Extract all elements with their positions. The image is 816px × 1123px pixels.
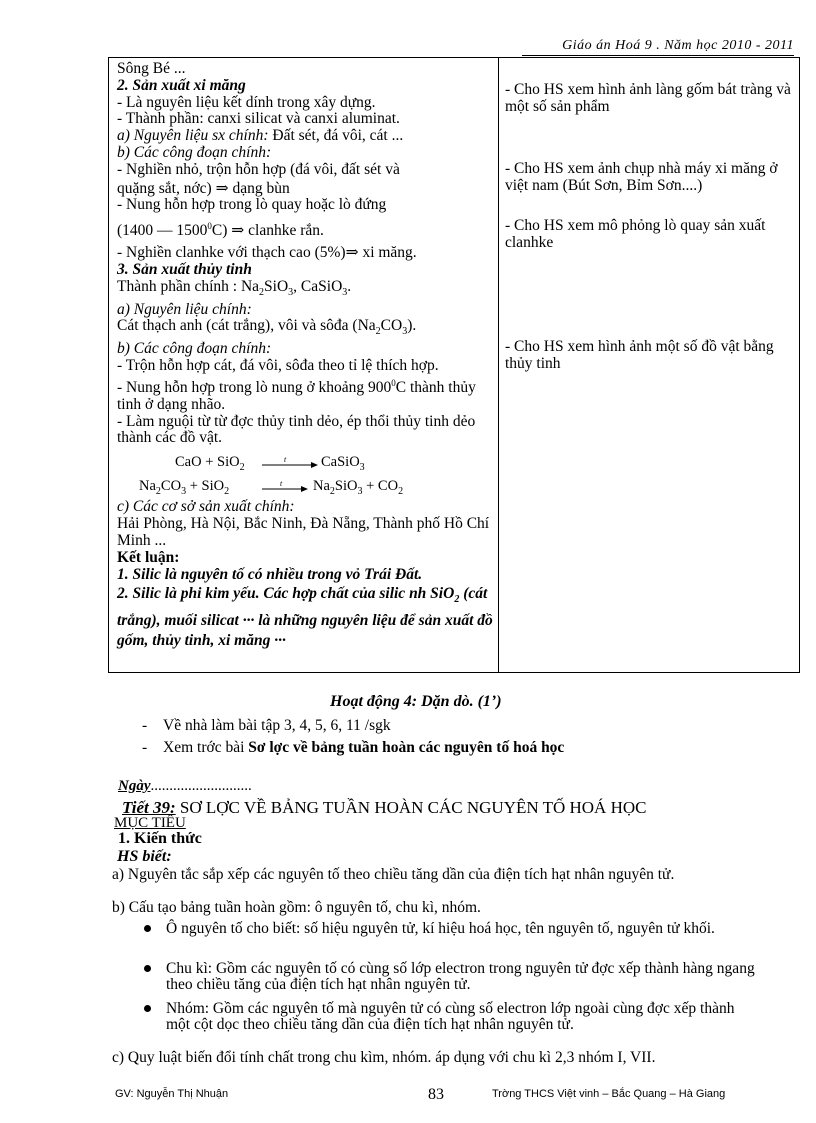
bullet-item: Ô nguyên tố cho biết: số hiệu nguyên tử, kí hiệu hoá học, tên nguyên tố, nguyên tử khối.: [166, 921, 762, 937]
text-line: [117, 181, 495, 198]
equation-2: [117, 475, 495, 499]
text-line: - Nung hỗn hợp trong lò quay hoặc lò đứng: [117, 196, 387, 214]
text-line: - Là nguyên liệu kết dính trong xây dựng.: [117, 93, 376, 111]
objective-a: a) Nguyên tắc sắp xếp các nguyên tố theo chiều tăng dần của điện tích hạt nhân nguyên tử.: [112, 866, 675, 883]
conclusion-point: 1. Silic là nguyên tố có nhiều trong vỏ Trái Đất.: [117, 566, 423, 584]
text-span: .: [347, 277, 352, 295]
teacher-note: - Cho HS xem hình ảnh một số đồ vật bằng thủy tinh: [505, 338, 774, 372]
svg-text:t: t: [280, 481, 283, 489]
kien-thuc: 1. Kiến thức: [118, 830, 202, 847]
text-span: - Nghiền clanhke với thạch cao (5%): [117, 244, 346, 262]
subscript: 2: [259, 286, 265, 298]
text-span: xi măng.: [362, 244, 417, 262]
sub-heading: c) Các cơ sở sản xuất chính:: [117, 498, 295, 516]
eq-products: $Na_2SiO_3 + CO_2$: [313, 478, 404, 498]
text-line: [117, 218, 495, 240]
dash-bullet-icon: -: [142, 717, 148, 734]
subscript: 3: [288, 286, 294, 298]
left-column: [117, 61, 495, 651]
implies-arrow-icon: ⇒: [215, 179, 229, 197]
text-line: [117, 318, 495, 341]
text-line: - Làm nguội từ từ đợc thủy tinh dẻo, ép thổi thủy tinh dẻo thành các đồ vật.: [117, 412, 476, 447]
text-span: ).: [407, 317, 417, 335]
text-line: [117, 128, 495, 145]
homework-item: - Xem trớc bài Sơ lợc về bảng tuần hoàn các nguyên tố hoá học: [142, 739, 565, 756]
implies-arrow-icon: ⇒: [345, 244, 359, 262]
conclusion-heading: Kết luận:: [117, 548, 180, 566]
sub-heading: b) Các công đoạn chính:: [117, 340, 272, 358]
conclusion-point: 2. Silic là phi kim yếu. Các hợp chất của silic nh SiO$_2$ (cát trắng), muối silicat ··· là những nguyên liệu để sản xuất đồ gốm, thủy tinh, xi măng ···: [117, 585, 493, 649]
text-span: SiO: [264, 277, 289, 295]
dash-bullet-icon: -: [142, 739, 148, 756]
text-span: - Nung hỗn hợp trong lò nung ở khoảng 900: [117, 379, 392, 397]
eq-reactants: $Na_2CO_3 + SiO_2$: [139, 478, 230, 498]
sub-heading: a) Nguyên liệu sx chính:: [117, 127, 269, 145]
date-line: Ngày...........................: [118, 778, 252, 794]
text-line: Hải Phòng, Hà Nội, Bắc Ninh, Đà Nẵng, Thành phố Hồ Chí Minh ...: [117, 515, 490, 549]
bullet-dot-icon: [144, 965, 151, 972]
reaction-arrow-icon: [262, 457, 318, 469]
text-line: - Trộn hỗn hợp cát, đá vôi, sôđa theo tỉ lệ thích hợp.: [117, 357, 439, 375]
bullet-item: Chu kì: Gồm các nguyên tố có cùng số lớp electron trong nguyên tử đợc xếp thành hàng ngang theo chiều tăng của điện tích hạt nhân nguyên tử.: [166, 961, 762, 993]
text-line: - Thành phần: canxi silicat và canxi aluminat.: [117, 110, 400, 128]
lesson-title: Tiết 39: SƠ LỢC VỀ BẢNG TUẦN HOÀN CÁC NGUYÊN TỐ HOÁ HỌC: [122, 798, 647, 817]
homework-item: - Về nhà làm bài tập 3, 4, 5, 6, 11 /sgk: [142, 717, 391, 734]
superscript: 0: [391, 377, 396, 388]
text-line: [117, 375, 495, 414]
eq-reactants: CaO + SiO$_2$: [175, 454, 245, 474]
sub-heading: b) Các công đoạn chính:: [117, 143, 272, 161]
text-line: [117, 245, 495, 262]
activity-title: Hoạt động 4: Dặn dò. (1’): [330, 693, 502, 710]
text-span: , CaSiO: [293, 277, 343, 295]
lesson-table: [108, 57, 800, 673]
subscript: 2: [375, 326, 381, 338]
eq-products: CaSiO$_3$: [321, 454, 365, 474]
text-span: C): [211, 222, 228, 240]
text-span: Đất sét, đá vôi, cát ...: [268, 127, 404, 145]
text-span: CO: [380, 317, 403, 335]
text-span: dạng bùn: [232, 179, 290, 197]
footer-teacher: GV: Nguyễn Thị Nhuận: [115, 1088, 229, 1100]
text-line: [117, 279, 495, 302]
text-span: quặng sắt, nớc): [117, 179, 212, 197]
page-number: 83: [428, 1086, 444, 1103]
bullet-dot-icon: [144, 925, 151, 932]
text-span: Thành phần chính : Na: [117, 277, 260, 295]
svg-text:t: t: [284, 457, 287, 465]
hs-biet: HS biết:: [117, 848, 172, 865]
implies-arrow-icon: ⇒: [231, 222, 245, 240]
teacher-note: - Cho HS xem mô phỏng lò quay sản xuất clanhke: [505, 217, 766, 251]
footer-school: Trờng THCS Việt vinh – Bắc Quang – Hà Giang: [492, 1088, 726, 1100]
section-heading: 3. Sản xuất thủy tinh: [117, 260, 252, 278]
objective-c: c) Quy luật biến đổi tính chất trong chu kìm, nhóm. áp dụng với chu kì 2,3 nhóm I, VII.: [112, 1049, 656, 1066]
page-header: Giáo án Hoá 9 . Năm học 2010 - 2011: [522, 38, 794, 56]
text-span: C thành thủy tinh ở dạng nhão.: [117, 379, 476, 413]
teacher-note: - Cho HS xem ảnh chụp nhà máy xi măng ở việt nam (Bút Sơn, Bỉm Sơn....): [505, 160, 778, 194]
text-line: - Nghiền nhỏ, trộn hỗn hợp (đá vôi, đất sét và: [117, 160, 400, 178]
superscript: 0: [207, 221, 212, 232]
subscript: 3: [342, 286, 348, 298]
text-span: (1400 — 1500: [117, 222, 208, 240]
equation-1: [117, 451, 495, 475]
text-span: clanhke rắn.: [248, 222, 324, 240]
muc-tieu: MỤC TIÊU: [114, 815, 186, 831]
section-heading: 2. Sản xuất xi măng: [117, 76, 246, 94]
sub-heading: a) Nguyên liệu chính:: [117, 300, 252, 318]
objective-b: b) Cấu tạo bảng tuần hoàn gồm: ô nguyên tố, chu kì, nhóm.: [112, 899, 481, 916]
text-line: Sông Bé ...: [117, 60, 186, 77]
column-divider: [498, 58, 499, 672]
reaction-arrow-icon: [262, 481, 308, 493]
bullet-item: Nhóm: Gồm các nguyên tố mà nguyên tử có cùng số electron lớp ngoài cùng đợc xếp thành một cột dọc theo chiều tăng dần của điện tích hạt nhân nguyên tử.: [166, 1001, 762, 1033]
subscript: 3: [402, 326, 408, 338]
bullet-dot-icon: [144, 1005, 151, 1012]
text-span: Cát thạch anh (cát trắng), vôi và sôđa (Na: [117, 317, 376, 335]
teacher-note: - Cho HS xem hình ảnh làng gốm bát tràng và một số sản phẩm: [505, 81, 791, 115]
